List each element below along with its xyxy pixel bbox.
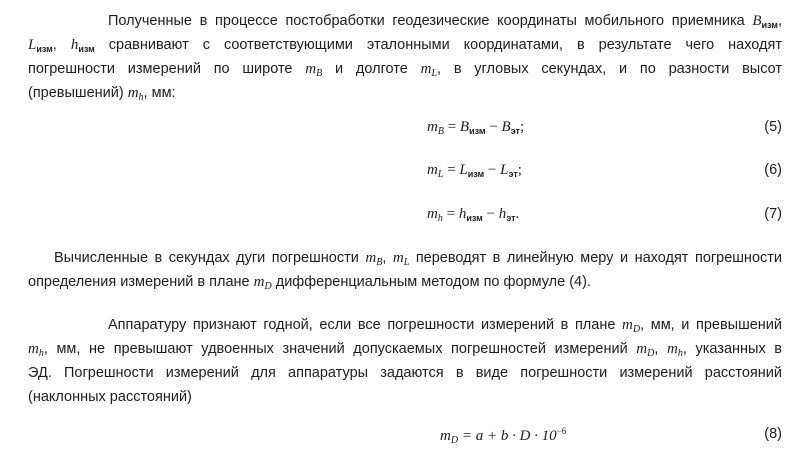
- equation-8-formula: $m_D = a + b \cdot D \cdot 10^{-6}$: [440, 426, 567, 446]
- equation-6: [0, 160, 800, 184]
- comma: ,: [654, 341, 659, 357]
- symbol-mB: $m_B$: [365, 250, 383, 268]
- paragraph-1-line-1: [28, 9, 782, 33]
- text-segment: , мм:: [143, 85, 176, 101]
- symbol-mh: $m_h$: [127, 85, 144, 103]
- symbol-mh: $m_h$: [28, 341, 44, 359]
- equation-7-formula: $m_h = h_{изм} - h_{эт}$.: [427, 206, 520, 224]
- text-segment: , указанных в: [682, 341, 782, 357]
- text-segment: (наклонных расстояний): [28, 389, 192, 405]
- paragraph-2-line-1: [28, 246, 782, 270]
- text-segment: Аппаратуру признают годной, если все погрешности измерений в плане: [108, 317, 616, 333]
- equation-7-number: (7): [764, 206, 782, 222]
- paragraph-1-line-4: [28, 81, 782, 105]
- text-segment: переводят в линейную меру и находят погрешности: [415, 250, 782, 266]
- text-segment: определения измерений в плане: [28, 274, 250, 290]
- paragraph-1-line-3: [28, 57, 782, 81]
- symbol-mD: $m_D$: [622, 317, 641, 335]
- symbol-h-izm: $h_{изм}$: [70, 37, 95, 54]
- symbol-mL: $m_L$: [392, 250, 410, 268]
- comma: ,: [777, 13, 782, 29]
- paragraph-3-line-4: [28, 385, 782, 409]
- comma: ,: [52, 37, 57, 53]
- text-segment: , мм, и превышений: [640, 317, 783, 333]
- comma: ,: [382, 250, 387, 266]
- symbol-L-izm: $L_{изм}$: [28, 37, 53, 54]
- text-segment: , мм, не превышают удвоенных значений допускаемых погрешностей измерений: [43, 341, 628, 357]
- symbol-mD: $m_D$: [636, 341, 655, 359]
- text-segment: сравнивают с соответствующими эталонными координатами, в результате чего находят: [108, 37, 782, 53]
- paragraph-2: [28, 246, 782, 294]
- text-segment: ЭД. Погрешности измерений для аппаратуры задаются в виде погрешности измерений расстояний: [28, 365, 782, 381]
- paragraph-3-line-1: [28, 313, 782, 337]
- equation-5-formula: $m_B = B_{изм} - B_{эт}$;: [427, 119, 525, 137]
- equation-5-number: (5): [764, 119, 782, 135]
- paragraph-3: [28, 313, 782, 409]
- text-segment: дифференциальным методом по формуле (4).: [275, 274, 591, 290]
- equation-8: [0, 424, 800, 448]
- symbol-mB: $m_B$: [305, 61, 323, 79]
- symbol-B-izm: $B_{изм}$: [752, 13, 778, 30]
- paragraph-3-line-3: [28, 361, 782, 385]
- symbol-mh: $m_h$: [667, 341, 683, 359]
- paragraph-2-line-2: [28, 270, 782, 294]
- symbol-mL: $m_L$: [420, 61, 438, 79]
- equation-5: [0, 117, 800, 141]
- paragraph-1: [28, 9, 782, 105]
- text-segment: , в угловых секундах, и по разности высот: [437, 61, 782, 77]
- paragraph-1-line-2: [28, 33, 782, 57]
- equation-6-formula: $m_L = L_{изм} - L_{эт}$;: [427, 162, 522, 180]
- equation-6-number: (6): [764, 162, 782, 178]
- text-segment: (превышений): [28, 85, 124, 101]
- text-segment: Полученные в процессе постобработки геодезические координаты мобильного приемника: [108, 13, 745, 29]
- text-segment: Вычисленные в секундах дуги погрешности: [54, 250, 359, 266]
- symbol-mD: $m_D$: [253, 274, 272, 292]
- text-segment: и долготе: [335, 61, 408, 77]
- equation-8-number: (8): [764, 426, 782, 442]
- paragraph-3-line-2: [28, 337, 782, 361]
- equation-7: [0, 204, 800, 228]
- text-segment: погрешности измерений по широте: [28, 61, 293, 77]
